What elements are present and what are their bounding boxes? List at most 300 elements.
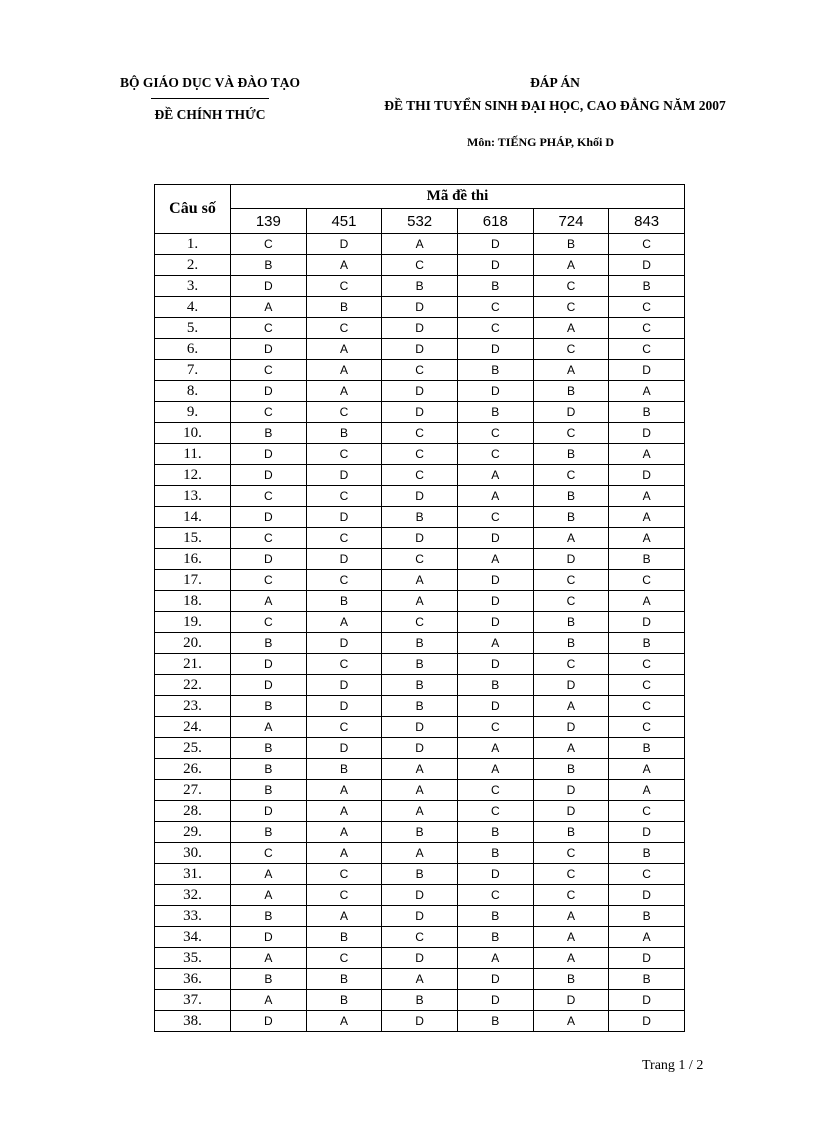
table-row <box>155 591 685 612</box>
answer-cell: B <box>533 507 609 528</box>
table-row <box>155 948 685 969</box>
answer-cell: A <box>306 339 382 360</box>
answer-cell: D <box>457 255 533 276</box>
answer-cell: D <box>306 465 382 486</box>
answer-cell: C <box>231 486 307 507</box>
answer-cell: A <box>382 969 458 990</box>
table-row <box>155 507 685 528</box>
question-number: 37. <box>155 990 231 1011</box>
table-row <box>155 402 685 423</box>
question-number: 6. <box>155 339 231 360</box>
answer-cell: A <box>609 591 685 612</box>
answer-cell: A <box>457 486 533 507</box>
answer-cell: D <box>382 297 458 318</box>
answer-cell: B <box>231 969 307 990</box>
answer-cell: C <box>609 297 685 318</box>
answer-cell: C <box>533 276 609 297</box>
table-row <box>155 969 685 990</box>
answer-cell: B <box>306 969 382 990</box>
answer-cell: C <box>382 465 458 486</box>
answer-cell: A <box>382 570 458 591</box>
answer-cell: B <box>609 738 685 759</box>
doc-title: ĐÁP ÁN <box>530 75 580 90</box>
answer-cell: B <box>609 549 685 570</box>
answer-cell: B <box>533 969 609 990</box>
table-row <box>155 528 685 549</box>
answer-cell: D <box>609 465 685 486</box>
answer-cell: C <box>382 927 458 948</box>
answer-cell: B <box>231 759 307 780</box>
answer-cell: A <box>231 591 307 612</box>
answer-cell: C <box>231 843 307 864</box>
answer-cell: C <box>609 864 685 885</box>
table-row <box>155 843 685 864</box>
answer-cell: D <box>457 696 533 717</box>
answer-cell: D <box>231 465 307 486</box>
table-row <box>155 339 685 360</box>
answer-cell: D <box>609 1011 685 1032</box>
table-row <box>155 465 685 486</box>
table-header-row <box>155 185 685 209</box>
answer-cell: D <box>609 948 685 969</box>
answer-cell: B <box>609 969 685 990</box>
question-number: 28. <box>155 801 231 822</box>
answer-cell: D <box>231 801 307 822</box>
answer-cell: A <box>306 612 382 633</box>
answer-cell: A <box>533 1011 609 1032</box>
answer-cell: A <box>609 507 685 528</box>
answer-cell: C <box>609 801 685 822</box>
answer-cell: B <box>609 633 685 654</box>
answer-cell: C <box>609 318 685 339</box>
answer-cell: C <box>306 528 382 549</box>
answer-cell: B <box>306 591 382 612</box>
answer-cell: A <box>609 381 685 402</box>
exam-code-row <box>155 209 685 234</box>
answer-cell: C <box>457 318 533 339</box>
answer-cell: B <box>609 843 685 864</box>
table-row <box>155 612 685 633</box>
question-number: 36. <box>155 969 231 990</box>
page-number: Trang 1 / 2 <box>642 1058 704 1073</box>
answer-cell: A <box>609 780 685 801</box>
question-number: 15. <box>155 528 231 549</box>
answer-cell: C <box>457 444 533 465</box>
question-number: 2. <box>155 255 231 276</box>
answer-cell: D <box>231 549 307 570</box>
answer-cell: C <box>457 507 533 528</box>
table-row <box>155 885 685 906</box>
question-number: 38. <box>155 1011 231 1032</box>
answer-cell: A <box>306 843 382 864</box>
answer-cell: A <box>382 780 458 801</box>
question-number: 9. <box>155 402 231 423</box>
exam-header <box>350 75 760 121</box>
answer-cell: D <box>382 738 458 759</box>
answer-cell: B <box>609 402 685 423</box>
answer-cell: A <box>533 738 609 759</box>
subject-line: Môn: TIẾNG PHÁP, Khối D <box>467 135 615 149</box>
answer-cell: B <box>231 780 307 801</box>
question-number: 21. <box>155 654 231 675</box>
answer-cell: A <box>609 486 685 507</box>
answer-cell: C <box>306 570 382 591</box>
answer-cell: A <box>306 822 382 843</box>
answer-cell: A <box>382 591 458 612</box>
answer-cell: B <box>231 255 307 276</box>
answer-cell: D <box>533 801 609 822</box>
answer-cell: B <box>231 738 307 759</box>
ministry-name: BỘ GIÁO DỤC VÀ ĐÀO TẠO <box>120 75 300 90</box>
answer-cell: A <box>231 717 307 738</box>
answer-cell: B <box>382 276 458 297</box>
question-number: 24. <box>155 717 231 738</box>
table-row <box>155 318 685 339</box>
answer-cell: A <box>533 528 609 549</box>
answer-cell: B <box>533 633 609 654</box>
answer-cell: C <box>382 423 458 444</box>
answer-cell: D <box>382 948 458 969</box>
table-row <box>155 780 685 801</box>
answer-cell: A <box>306 801 382 822</box>
answer-cell: D <box>533 549 609 570</box>
answer-cell: B <box>533 486 609 507</box>
question-number: 4. <box>155 297 231 318</box>
answer-cell: A <box>306 1011 382 1032</box>
answer-cell: D <box>533 717 609 738</box>
answer-cell: B <box>306 297 382 318</box>
answer-cell: A <box>533 360 609 381</box>
answer-cell: A <box>306 780 382 801</box>
answer-cell: C <box>306 276 382 297</box>
answer-cell: C <box>609 234 685 255</box>
answer-cell: D <box>609 255 685 276</box>
answer-cell: A <box>609 759 685 780</box>
table-row <box>155 276 685 297</box>
question-number: 27. <box>155 780 231 801</box>
question-column-header: Câu số <box>155 185 231 234</box>
answer-cell: A <box>382 801 458 822</box>
answer-cell: A <box>457 948 533 969</box>
question-number: 1. <box>155 234 231 255</box>
answer-cell: D <box>382 528 458 549</box>
official-label: ĐỀ CHÍNH THỨC <box>154 107 266 122</box>
answer-cell: C <box>457 423 533 444</box>
answer-cell: D <box>231 276 307 297</box>
table-row <box>155 444 685 465</box>
answer-cell: C <box>457 780 533 801</box>
answer-cell: D <box>457 234 533 255</box>
answer-cell: C <box>231 234 307 255</box>
answer-cell: D <box>533 780 609 801</box>
answer-cell: C <box>382 255 458 276</box>
answer-cell: D <box>457 339 533 360</box>
exam-code-cell: 724 <box>533 209 609 234</box>
answer-cell: D <box>382 381 458 402</box>
answer-cell: C <box>306 444 382 465</box>
answer-cell: C <box>231 528 307 549</box>
answer-cell: A <box>457 759 533 780</box>
answer-cell: D <box>231 339 307 360</box>
table-row <box>155 864 685 885</box>
answer-cell: D <box>457 990 533 1011</box>
answer-cell: B <box>231 696 307 717</box>
question-number: 31. <box>155 864 231 885</box>
answer-cell: C <box>306 885 382 906</box>
table-row <box>155 255 685 276</box>
table-row <box>155 738 685 759</box>
question-number: 22. <box>155 675 231 696</box>
answer-cell: C <box>533 339 609 360</box>
answer-cell: D <box>457 591 533 612</box>
question-number: 14. <box>155 507 231 528</box>
answer-cell: D <box>533 990 609 1011</box>
answer-cell: A <box>533 906 609 927</box>
answer-cell: C <box>306 318 382 339</box>
answer-cell: A <box>231 948 307 969</box>
answer-cell: C <box>609 675 685 696</box>
answer-cell: B <box>306 990 382 1011</box>
question-number: 19. <box>155 612 231 633</box>
answer-cell: C <box>609 717 685 738</box>
answer-cell: D <box>457 969 533 990</box>
table-row <box>155 654 685 675</box>
question-number: 30. <box>155 843 231 864</box>
question-number: 5. <box>155 318 231 339</box>
answer-cell: A <box>231 990 307 1011</box>
answer-cell: A <box>533 318 609 339</box>
answer-cell: C <box>231 402 307 423</box>
answer-cell: D <box>231 444 307 465</box>
answer-cell: C <box>306 717 382 738</box>
table-row <box>155 486 685 507</box>
answer-cell: D <box>609 423 685 444</box>
answer-cell: D <box>382 906 458 927</box>
table-row <box>155 696 685 717</box>
table-row <box>155 549 685 570</box>
answer-cell: B <box>457 360 533 381</box>
answer-cell: C <box>533 570 609 591</box>
answer-cell: C <box>306 864 382 885</box>
answer-cell: B <box>609 906 685 927</box>
exam-code-cell: 139 <box>231 209 307 234</box>
answer-cell: B <box>231 822 307 843</box>
answer-cell: B <box>382 696 458 717</box>
question-number: 34. <box>155 927 231 948</box>
answer-cell: C <box>306 402 382 423</box>
question-number: 7. <box>155 360 231 381</box>
answer-cell: D <box>306 234 382 255</box>
question-number: 20. <box>155 633 231 654</box>
answer-cell: C <box>533 591 609 612</box>
table-row <box>155 675 685 696</box>
answer-cell: C <box>533 465 609 486</box>
answer-cell: D <box>306 507 382 528</box>
answer-cell: D <box>231 381 307 402</box>
answer-cell: C <box>382 549 458 570</box>
answer-cell: B <box>306 927 382 948</box>
answer-cell: D <box>231 654 307 675</box>
table-row <box>155 822 685 843</box>
answer-cell: C <box>533 654 609 675</box>
answer-cell: C <box>533 843 609 864</box>
answer-cell: B <box>457 675 533 696</box>
table-row <box>155 234 685 255</box>
answer-cell: A <box>306 381 382 402</box>
answer-cell: D <box>382 339 458 360</box>
answer-cell: A <box>457 633 533 654</box>
table-row <box>155 423 685 444</box>
answer-cell: B <box>382 633 458 654</box>
answer-cell: D <box>231 1011 307 1032</box>
answer-cell: A <box>306 360 382 381</box>
answer-cell: B <box>533 234 609 255</box>
exam-code-cell: 618 <box>457 209 533 234</box>
answer-cell: C <box>609 696 685 717</box>
table-row <box>155 927 685 948</box>
answer-cell: C <box>533 297 609 318</box>
answer-cell: B <box>533 381 609 402</box>
answer-cell: D <box>609 822 685 843</box>
answer-cell: A <box>231 297 307 318</box>
answer-cell: A <box>382 234 458 255</box>
table-row <box>155 717 685 738</box>
answer-cell: A <box>533 927 609 948</box>
answer-table <box>154 184 685 1032</box>
question-number: 8. <box>155 381 231 402</box>
answer-cell: D <box>382 717 458 738</box>
answer-cell: B <box>231 423 307 444</box>
answer-cell: A <box>306 906 382 927</box>
answer-cell: B <box>533 612 609 633</box>
answer-cell: C <box>533 885 609 906</box>
answer-cell: D <box>306 549 382 570</box>
answer-cell: D <box>457 570 533 591</box>
answer-cell: D <box>609 885 685 906</box>
answer-cell: B <box>457 927 533 948</box>
answer-cell: A <box>231 885 307 906</box>
answer-cell: C <box>457 717 533 738</box>
answer-cell: D <box>306 696 382 717</box>
answer-cell: D <box>306 675 382 696</box>
answer-cell: C <box>231 570 307 591</box>
answer-cell: C <box>533 423 609 444</box>
answer-cell: A <box>533 948 609 969</box>
question-number: 3. <box>155 276 231 297</box>
answer-cell: A <box>457 465 533 486</box>
answer-cell: A <box>382 759 458 780</box>
question-number: 18. <box>155 591 231 612</box>
answer-cell: D <box>457 528 533 549</box>
question-number: 10. <box>155 423 231 444</box>
answer-cell: D <box>382 402 458 423</box>
answer-cell: C <box>382 612 458 633</box>
answer-cell: C <box>306 948 382 969</box>
answer-cell: A <box>457 549 533 570</box>
table-row <box>155 801 685 822</box>
answer-cell: B <box>382 864 458 885</box>
answer-cell: C <box>533 864 609 885</box>
answer-cell: D <box>382 885 458 906</box>
answer-cell: A <box>457 738 533 759</box>
table-row <box>155 990 685 1011</box>
answer-cell: B <box>457 1011 533 1032</box>
answer-cell: C <box>457 297 533 318</box>
question-number: 23. <box>155 696 231 717</box>
answer-cell: A <box>609 528 685 549</box>
answer-cell: C <box>609 570 685 591</box>
answer-cell: D <box>533 402 609 423</box>
table-row <box>155 570 685 591</box>
answer-cell: D <box>231 675 307 696</box>
exam-code-header: Mã đề thi <box>231 185 685 209</box>
exam-code-cell: 843 <box>609 209 685 234</box>
answer-cell: B <box>306 423 382 444</box>
ministry-header <box>100 75 320 123</box>
answer-cell: D <box>609 990 685 1011</box>
question-number: 29. <box>155 822 231 843</box>
answer-cell: C <box>231 612 307 633</box>
answer-cell: D <box>533 675 609 696</box>
answer-cell: C <box>609 654 685 675</box>
answer-cell: D <box>457 654 533 675</box>
question-number: 13. <box>155 486 231 507</box>
answer-cell: B <box>382 654 458 675</box>
answer-cell: C <box>609 339 685 360</box>
answer-cell: D <box>609 360 685 381</box>
answer-cell: D <box>231 927 307 948</box>
answer-cell: C <box>306 486 382 507</box>
answer-cell: D <box>609 612 685 633</box>
table-row <box>155 297 685 318</box>
answer-cell: B <box>231 906 307 927</box>
question-number: 17. <box>155 570 231 591</box>
table-row <box>155 906 685 927</box>
answer-cell: D <box>382 486 458 507</box>
answer-cell: D <box>457 612 533 633</box>
question-number: 16. <box>155 549 231 570</box>
answer-cell: A <box>231 864 307 885</box>
answer-cell: A <box>306 255 382 276</box>
question-number: 12. <box>155 465 231 486</box>
answer-cell: B <box>306 759 382 780</box>
header-divider <box>151 98 269 99</box>
answer-cell: D <box>306 633 382 654</box>
answer-cell: D <box>382 318 458 339</box>
answer-cell: B <box>382 990 458 1011</box>
answer-cell: D <box>382 1011 458 1032</box>
answer-cell: B <box>231 633 307 654</box>
answer-cell: B <box>457 906 533 927</box>
answer-cell: A <box>609 444 685 465</box>
exam-code-cell: 532 <box>382 209 458 234</box>
answer-cell: D <box>231 507 307 528</box>
table-row <box>155 633 685 654</box>
answer-cell: B <box>609 276 685 297</box>
question-number: 25. <box>155 738 231 759</box>
answer-cell: B <box>382 675 458 696</box>
answer-cell: C <box>306 654 382 675</box>
answer-cell: D <box>306 738 382 759</box>
answer-cell: C <box>382 360 458 381</box>
answer-cell: D <box>457 381 533 402</box>
answer-cell: B <box>457 276 533 297</box>
answer-cell: B <box>457 822 533 843</box>
table-row <box>155 1011 685 1032</box>
answer-cell: A <box>533 696 609 717</box>
question-number: 11. <box>155 444 231 465</box>
answer-cell: B <box>533 444 609 465</box>
